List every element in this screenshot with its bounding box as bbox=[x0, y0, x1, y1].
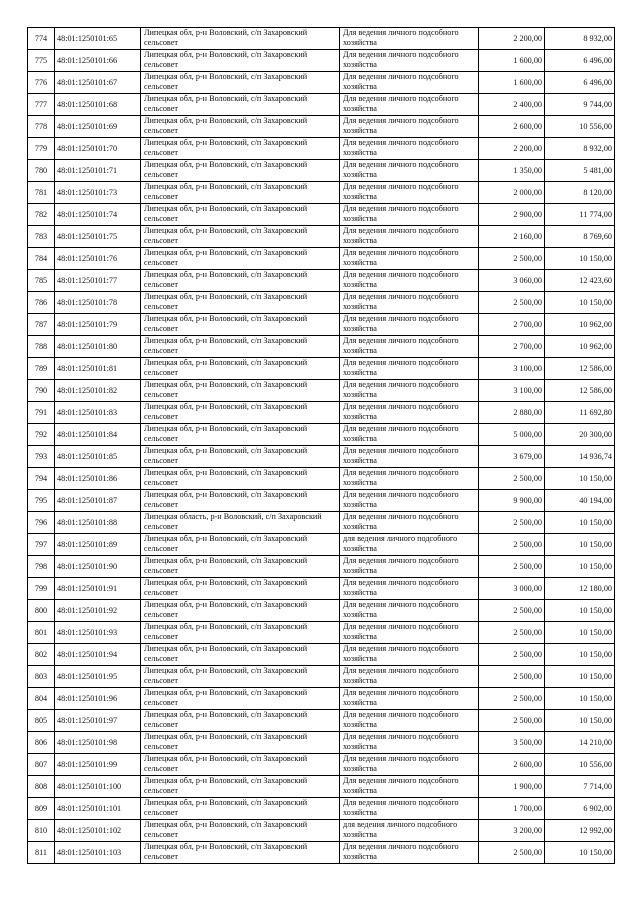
row-number-cell: 781 bbox=[28, 182, 55, 204]
address-cell: Липецкая обл, р-н Воловский, с/п Захаровский сельсовет bbox=[141, 578, 340, 600]
row-number-cell: 801 bbox=[28, 622, 55, 644]
cadastral-cost-cell: 6 496,00 bbox=[545, 50, 615, 72]
address-cell: Липецкая обл, р-н Воловский, с/п Захаровский сельсовет bbox=[141, 204, 340, 226]
area-cell: 2 600,00 bbox=[479, 116, 545, 138]
cadastral-cost-cell: 7 714,00 bbox=[545, 776, 615, 798]
address-cell: Липецкая обл, р-н Воловский, с/п Захаровский сельсовет bbox=[141, 446, 340, 468]
cadastral-cost-cell: 9 744,00 bbox=[545, 94, 615, 116]
cadastral-cost-cell: 8 120,00 bbox=[545, 182, 615, 204]
row-number-cell: 783 bbox=[28, 226, 55, 248]
permitted-use-cell: Для ведения личного подсобного хозяйства bbox=[340, 688, 479, 710]
permitted-use-cell: Для ведения личного подсобного хозяйства bbox=[340, 182, 479, 204]
area-cell: 2 400,00 bbox=[479, 94, 545, 116]
cadastral-number-cell: 48:01:1250101:71 bbox=[55, 160, 141, 182]
cadastral-cost-cell: 10 150,00 bbox=[545, 248, 615, 270]
permitted-use-cell: Для ведения личного подсобного хозяйства bbox=[340, 424, 479, 446]
table-row bbox=[28, 842, 615, 864]
area-cell: 2 900,00 bbox=[479, 204, 545, 226]
table-row bbox=[28, 50, 615, 72]
row-number-cell: 803 bbox=[28, 666, 55, 688]
cadastral-cost-cell: 8 932,00 bbox=[545, 138, 615, 160]
cadastral-number-cell: 48:01:1250101:67 bbox=[55, 72, 141, 94]
permitted-use-cell: Для ведения личного подсобного хозяйства bbox=[340, 314, 479, 336]
row-number-cell: 805 bbox=[28, 710, 55, 732]
area-cell: 2 500,00 bbox=[479, 556, 545, 578]
address-cell: Липецкая обл, р-н Воловский, с/п Захаровский сельсовет bbox=[141, 94, 340, 116]
row-number-cell: 799 bbox=[28, 578, 55, 600]
area-cell: 2 200,00 bbox=[479, 138, 545, 160]
cadastral-cost-cell: 8 769,60 bbox=[545, 226, 615, 248]
area-cell: 1 900,00 bbox=[479, 776, 545, 798]
cadastral-number-cell: 48:01:1250101:79 bbox=[55, 314, 141, 336]
permitted-use-cell: Для ведения личного подсобного хозяйства bbox=[340, 600, 479, 622]
table-row bbox=[28, 182, 615, 204]
area-cell: 2 500,00 bbox=[479, 644, 545, 666]
cadastral-cost-cell: 10 150,00 bbox=[545, 512, 615, 534]
cadastral-number-cell: 48:01:1250101:93 bbox=[55, 622, 141, 644]
row-number-cell: 809 bbox=[28, 798, 55, 820]
address-cell: Липецкая область, р-н Воловский, с/п Захаровский сельсовет bbox=[141, 512, 340, 534]
permitted-use-cell: Для ведения личного подсобного хозяйства bbox=[340, 50, 479, 72]
address-cell: Липецкая обл, р-н Воловский, с/п Захаровский сельсовет bbox=[141, 798, 340, 820]
permitted-use-cell: Для ведения личного подсобного хозяйства bbox=[340, 578, 479, 600]
cadastral-number-cell: 48:01:1250101:86 bbox=[55, 468, 141, 490]
table-row bbox=[28, 160, 615, 182]
table-row bbox=[28, 666, 615, 688]
permitted-use-cell: Для ведения личного подсобного хозяйства bbox=[340, 72, 479, 94]
cadastral-cost-cell: 12 180,00 bbox=[545, 578, 615, 600]
table-row bbox=[28, 204, 615, 226]
address-cell: Липецкая обл, р-н Воловский, с/п Захаровский сельсовет bbox=[141, 468, 340, 490]
row-number-cell: 778 bbox=[28, 116, 55, 138]
cadastral-cost-cell: 8 932,00 bbox=[545, 28, 615, 50]
address-cell: Липецкая обл, р-н Воловский, с/п Захаровский сельсовет bbox=[141, 644, 340, 666]
cadastral-number-cell: 48:01:1250101:90 bbox=[55, 556, 141, 578]
row-number-cell: 774 bbox=[28, 28, 55, 50]
permitted-use-cell: Для ведения личного подсобного хозяйства bbox=[340, 204, 479, 226]
permitted-use-cell: Для ведения личного подсобного хозяйства bbox=[340, 644, 479, 666]
cadastral-number-cell: 48:01:1250101:87 bbox=[55, 490, 141, 512]
cadastral-cost-cell: 10 150,00 bbox=[545, 666, 615, 688]
table-row bbox=[28, 512, 615, 534]
cadastral-number-cell: 48:01:1250101:92 bbox=[55, 600, 141, 622]
table-row bbox=[28, 446, 615, 468]
table-row bbox=[28, 138, 615, 160]
table-row bbox=[28, 380, 615, 402]
cadastral-number-cell: 48:01:1250101:91 bbox=[55, 578, 141, 600]
address-cell: Липецкая обл, р-н Воловский, с/п Захаровский сельсовет bbox=[141, 622, 340, 644]
row-number-cell: 798 bbox=[28, 556, 55, 578]
row-number-cell: 794 bbox=[28, 468, 55, 490]
table-row bbox=[28, 72, 615, 94]
table-row bbox=[28, 226, 615, 248]
row-number-cell: 787 bbox=[28, 314, 55, 336]
permitted-use-cell: Для ведения личного подсобного хозяйства bbox=[340, 490, 479, 512]
cadastral-cost-cell: 10 150,00 bbox=[545, 468, 615, 490]
area-cell: 2 500,00 bbox=[479, 292, 545, 314]
row-number-cell: 785 bbox=[28, 270, 55, 292]
area-cell: 2 500,00 bbox=[479, 842, 545, 864]
address-cell: Липецкая обл, р-н Воловский, с/п Захаровский сельсовет bbox=[141, 842, 340, 864]
cadastral-number-cell: 48:01:1250101:68 bbox=[55, 94, 141, 116]
area-cell: 2 500,00 bbox=[479, 710, 545, 732]
cadastral-cost-cell: 10 150,00 bbox=[545, 292, 615, 314]
cadastral-cost-cell: 20 300,00 bbox=[545, 424, 615, 446]
cadastral-cost-cell: 10 556,00 bbox=[545, 754, 615, 776]
address-cell: Липецкая обл, р-н Воловский, с/п Захаровский сельсовет bbox=[141, 270, 340, 292]
table-row bbox=[28, 754, 615, 776]
cadastral-cost-cell: 10 962,00 bbox=[545, 336, 615, 358]
cadastral-number-cell: 48:01:1250101:82 bbox=[55, 380, 141, 402]
table-row bbox=[28, 688, 615, 710]
cadastral-cost-cell: 14 936,74 bbox=[545, 446, 615, 468]
area-cell: 2 500,00 bbox=[479, 622, 545, 644]
address-cell: Липецкая обл, р-н Воловский, с/п Захаровский сельсовет bbox=[141, 380, 340, 402]
row-number-cell: 795 bbox=[28, 490, 55, 512]
area-cell: 2 200,00 bbox=[479, 28, 545, 50]
area-cell: 2 500,00 bbox=[479, 688, 545, 710]
row-number-cell: 782 bbox=[28, 204, 55, 226]
cadastral-number-cell: 48:01:1250101:96 bbox=[55, 688, 141, 710]
address-cell: Липецкая обл, р-н Воловский, с/п Захаровский сельсовет bbox=[141, 732, 340, 754]
permitted-use-cell: Для ведения личного подсобного хозяйства bbox=[340, 248, 479, 270]
row-number-cell: 796 bbox=[28, 512, 55, 534]
table-row bbox=[28, 248, 615, 270]
cadastral-number-cell: 48:01:1250101:83 bbox=[55, 402, 141, 424]
area-cell: 3 500,00 bbox=[479, 732, 545, 754]
cadastral-cost-cell: 40 194,00 bbox=[545, 490, 615, 512]
table-row bbox=[28, 820, 615, 842]
cadastral-cost-cell: 10 962,00 bbox=[545, 314, 615, 336]
address-cell: Липецкая обл, р-н Воловский, с/п Захаровский сельсовет bbox=[141, 72, 340, 94]
row-number-cell: 777 bbox=[28, 94, 55, 116]
permitted-use-cell: Для ведения личного подсобного хозяйства bbox=[340, 732, 479, 754]
row-number-cell: 784 bbox=[28, 248, 55, 270]
table-row bbox=[28, 358, 615, 380]
table-row bbox=[28, 336, 615, 358]
table-row bbox=[28, 28, 615, 50]
area-cell: 1 700,00 bbox=[479, 798, 545, 820]
area-cell: 2 500,00 bbox=[479, 512, 545, 534]
table-row bbox=[28, 710, 615, 732]
table-row bbox=[28, 490, 615, 512]
row-number-cell: 786 bbox=[28, 292, 55, 314]
address-cell: Липецкая обл, р-н Воловский, с/п Захаровский сельсовет bbox=[141, 754, 340, 776]
cadastral-cost-cell: 10 150,00 bbox=[545, 644, 615, 666]
table-row bbox=[28, 732, 615, 754]
row-number-cell: 806 bbox=[28, 732, 55, 754]
permitted-use-cell: Для ведения личного подсобного хозяйства bbox=[340, 358, 479, 380]
permitted-use-cell: Для ведения личного подсобного хозяйства bbox=[340, 798, 479, 820]
row-number-cell: 790 bbox=[28, 380, 55, 402]
cadastral-cost-cell: 11 692,80 bbox=[545, 402, 615, 424]
table-row bbox=[28, 622, 615, 644]
area-cell: 3 100,00 bbox=[479, 358, 545, 380]
address-cell: Липецкая обл, р-н Воловский, с/п Захаровский сельсовет bbox=[141, 688, 340, 710]
address-cell: Липецкая обл, р-н Воловский, с/п Захаровский сельсовет bbox=[141, 182, 340, 204]
row-number-cell: 779 bbox=[28, 138, 55, 160]
table-row bbox=[28, 116, 615, 138]
table-row bbox=[28, 468, 615, 490]
address-cell: Липецкая обл, р-н Воловский, с/п Захаровский сельсовет bbox=[141, 666, 340, 688]
area-cell: 3 100,00 bbox=[479, 380, 545, 402]
area-cell: 2 880,00 bbox=[479, 402, 545, 424]
area-cell: 1 600,00 bbox=[479, 72, 545, 94]
area-cell: 3 679,00 bbox=[479, 446, 545, 468]
permitted-use-cell: Для ведения личного подсобного хозяйства bbox=[340, 336, 479, 358]
cadastral-number-cell: 48:01:1250101:100 bbox=[55, 776, 141, 798]
permitted-use-cell: Для ведения личного подсобного хозяйства bbox=[340, 226, 479, 248]
address-cell: Липецкая обл, р-н Воловский, с/п Захаровский сельсовет bbox=[141, 336, 340, 358]
row-number-cell: 802 bbox=[28, 644, 55, 666]
permitted-use-cell: Для ведения личного подсобного хозяйства bbox=[340, 776, 479, 798]
area-cell: 2 500,00 bbox=[479, 600, 545, 622]
area-cell: 2 700,00 bbox=[479, 336, 545, 358]
table-row bbox=[28, 402, 615, 424]
area-cell: 2 160,00 bbox=[479, 226, 545, 248]
area-cell: 3 060,00 bbox=[479, 270, 545, 292]
row-number-cell: 804 bbox=[28, 688, 55, 710]
permitted-use-cell: Для ведения личного подсобного хозяйства bbox=[340, 468, 479, 490]
table-row bbox=[28, 314, 615, 336]
area-cell: 5 000,00 bbox=[479, 424, 545, 446]
permitted-use-cell: Для ведения личного подсобного хозяйства bbox=[340, 512, 479, 534]
table-row bbox=[28, 94, 615, 116]
document-page bbox=[27, 27, 614, 864]
area-cell: 2 600,00 bbox=[479, 754, 545, 776]
cadastral-number-cell: 48:01:1250101:76 bbox=[55, 248, 141, 270]
area-cell: 2 500,00 bbox=[479, 666, 545, 688]
permitted-use-cell: Для ведения личного подсобного хозяйства bbox=[340, 666, 479, 688]
row-number-cell: 789 bbox=[28, 358, 55, 380]
cadastral-number-cell: 48:01:1250101:65 bbox=[55, 28, 141, 50]
cadastral-number-cell: 48:01:1250101:84 bbox=[55, 424, 141, 446]
address-cell: Липецкая обл, р-н Воловский, с/п Захаровский сельсовет bbox=[141, 292, 340, 314]
cadastral-number-cell: 48:01:1250101:74 bbox=[55, 204, 141, 226]
cadastral-number-cell: 48:01:1250101:95 bbox=[55, 666, 141, 688]
address-cell: Липецкая обл, р-н Воловский, с/п Захаровский сельсовет bbox=[141, 820, 340, 842]
area-cell: 3 000,00 bbox=[479, 578, 545, 600]
area-cell: 2 500,00 bbox=[479, 534, 545, 556]
cadastral-cost-cell: 6 496,00 bbox=[545, 72, 615, 94]
cadastral-number-cell: 48:01:1250101:69 bbox=[55, 116, 141, 138]
cadastral-number-cell: 48:01:1250101:85 bbox=[55, 446, 141, 468]
address-cell: Липецкая обл, р-н Воловский, с/п Захаровский сельсовет bbox=[141, 358, 340, 380]
permitted-use-cell: Для ведения личного подсобного хозяйства bbox=[340, 710, 479, 732]
address-cell: Липецкая обл, р-н Воловский, с/п Захаровский сельсовет bbox=[141, 50, 340, 72]
row-number-cell: 810 bbox=[28, 820, 55, 842]
table-row bbox=[28, 534, 615, 556]
permitted-use-cell: Для ведения личного подсобного хозяйства bbox=[340, 138, 479, 160]
permitted-use-cell: Для ведения личного подсобного хозяйства bbox=[340, 292, 479, 314]
cadastral-number-cell: 48:01:1250101:94 bbox=[55, 644, 141, 666]
cadastral-cost-cell: 10 150,00 bbox=[545, 600, 615, 622]
area-cell: 9 900,00 bbox=[479, 490, 545, 512]
address-cell: Липецкая обл, р-н Воловский, с/п Захаровский сельсовет bbox=[141, 556, 340, 578]
address-cell: Липецкая обл, р-н Воловский, с/п Захаровский сельсовет bbox=[141, 490, 340, 512]
cadastral-cost-cell: 14 210,00 bbox=[545, 732, 615, 754]
row-number-cell: 775 bbox=[28, 50, 55, 72]
permitted-use-cell: Для ведения личного подсобного хозяйства bbox=[340, 556, 479, 578]
area-cell: 2 000,00 bbox=[479, 182, 545, 204]
permitted-use-cell: Для ведения личного подсобного хозяйства bbox=[340, 446, 479, 468]
row-number-cell: 788 bbox=[28, 336, 55, 358]
cadastral-cost-cell: 11 774,00 bbox=[545, 204, 615, 226]
address-cell: Липецкая обл, р-н Воловский, с/п Захаровский сельсовет bbox=[141, 710, 340, 732]
permitted-use-cell: Для ведения личного подсобного хозяйства bbox=[340, 270, 479, 292]
cadastral-cost-cell: 12 992,00 bbox=[545, 820, 615, 842]
cadastral-number-cell: 48:01:1250101:75 bbox=[55, 226, 141, 248]
cadastral-number-cell: 48:01:1250101:101 bbox=[55, 798, 141, 820]
area-cell: 1 600,00 bbox=[479, 50, 545, 72]
permitted-use-cell: Для ведения личного подсобного хозяйства bbox=[340, 160, 479, 182]
permitted-use-cell: Для ведения личного подсобного хозяйства bbox=[340, 842, 479, 864]
cadastral-number-cell: 48:01:1250101:99 bbox=[55, 754, 141, 776]
address-cell: Липецкая обл, р-н Воловский, с/п Захаровский сельсовет bbox=[141, 534, 340, 556]
row-number-cell: 791 bbox=[28, 402, 55, 424]
row-number-cell: 807 bbox=[28, 754, 55, 776]
permitted-use-cell: Для ведения личного подсобного хозяйства bbox=[340, 28, 479, 50]
table-row bbox=[28, 644, 615, 666]
cadastral-number-cell: 48:01:1250101:102 bbox=[55, 820, 141, 842]
table-row bbox=[28, 270, 615, 292]
cadastral-cost-cell: 5 481,00 bbox=[545, 160, 615, 182]
address-cell: Липецкая обл, р-н Воловский, с/п Захаровский сельсовет bbox=[141, 424, 340, 446]
row-number-cell: 808 bbox=[28, 776, 55, 798]
permitted-use-cell: Для ведения личного подсобного хозяйства bbox=[340, 380, 479, 402]
area-cell: 2 500,00 bbox=[479, 248, 545, 270]
address-cell: Липецкая обл, р-н Воловский, с/п Захаровский сельсовет bbox=[141, 160, 340, 182]
table-row bbox=[28, 578, 615, 600]
cadastral-cost-cell: 6 902,00 bbox=[545, 798, 615, 820]
permitted-use-cell: Для ведения личного подсобного хозяйства bbox=[340, 622, 479, 644]
table-row bbox=[28, 292, 615, 314]
cadastral-number-cell: 48:01:1250101:97 bbox=[55, 710, 141, 732]
table-row bbox=[28, 600, 615, 622]
row-number-cell: 776 bbox=[28, 72, 55, 94]
row-number-cell: 797 bbox=[28, 534, 55, 556]
row-number-cell: 780 bbox=[28, 160, 55, 182]
cadastral-number-cell: 48:01:1250101:73 bbox=[55, 182, 141, 204]
permitted-use-cell: Для ведения личного подсобного хозяйства bbox=[340, 402, 479, 424]
table-row bbox=[28, 776, 615, 798]
table-row bbox=[28, 798, 615, 820]
table-row bbox=[28, 556, 615, 578]
row-number-cell: 792 bbox=[28, 424, 55, 446]
cadastral-cost-cell: 10 150,00 bbox=[545, 688, 615, 710]
table-row bbox=[28, 424, 615, 446]
cadastral-cost-cell: 10 150,00 bbox=[545, 622, 615, 644]
cadastral-cost-cell: 12 423,60 bbox=[545, 270, 615, 292]
land-plots-table bbox=[27, 27, 615, 864]
cadastral-number-cell: 48:01:1250101:98 bbox=[55, 732, 141, 754]
area-cell: 3 200,00 bbox=[479, 820, 545, 842]
address-cell: Липецкая обл, р-н Воловский, с/п Захаровский сельсовет bbox=[141, 226, 340, 248]
address-cell: Липецкая обл, р-н Воловский, с/п Захаровский сельсовет bbox=[141, 600, 340, 622]
address-cell: Липецкая обл, р-н Воловский, с/п Захаровский сельсовет bbox=[141, 28, 340, 50]
cadastral-cost-cell: 10 150,00 bbox=[545, 842, 615, 864]
address-cell: Липецкая обл, р-н Воловский, с/п Захаровский сельсовет bbox=[141, 138, 340, 160]
row-number-cell: 793 bbox=[28, 446, 55, 468]
table-body bbox=[28, 28, 615, 864]
cadastral-number-cell: 48:01:1250101:89 bbox=[55, 534, 141, 556]
permitted-use-cell: Для ведения личного подсобного хозяйства bbox=[340, 754, 479, 776]
permitted-use-cell: Для ведения личного подсобного хозяйства bbox=[340, 94, 479, 116]
cadastral-cost-cell: 10 150,00 bbox=[545, 556, 615, 578]
cadastral-number-cell: 48:01:1250101:66 bbox=[55, 50, 141, 72]
area-cell: 2 500,00 bbox=[479, 468, 545, 490]
row-number-cell: 811 bbox=[28, 842, 55, 864]
cadastral-number-cell: 48:01:1250101:80 bbox=[55, 336, 141, 358]
address-cell: Липецкая обл, р-н Воловский, с/п Захаровский сельсовет bbox=[141, 776, 340, 798]
row-number-cell: 800 bbox=[28, 600, 55, 622]
cadastral-number-cell: 48:01:1250101:78 bbox=[55, 292, 141, 314]
permitted-use-cell: для ведения личного подсобного хозяйства bbox=[340, 534, 479, 556]
cadastral-number-cell: 48:01:1250101:81 bbox=[55, 358, 141, 380]
cadastral-cost-cell: 10 150,00 bbox=[545, 534, 615, 556]
cadastral-number-cell: 48:01:1250101:103 bbox=[55, 842, 141, 864]
address-cell: Липецкая обл, р-н Воловский, с/п Захаровский сельсовет bbox=[141, 314, 340, 336]
cadastral-number-cell: 48:01:1250101:70 bbox=[55, 138, 141, 160]
permitted-use-cell: для ведения личного подсобного хозяйства bbox=[340, 820, 479, 842]
cadastral-cost-cell: 12 586,00 bbox=[545, 358, 615, 380]
cadastral-number-cell: 48:01:1250101:77 bbox=[55, 270, 141, 292]
address-cell: Липецкая обл, р-н Воловский, с/п Захаровский сельсовет bbox=[141, 248, 340, 270]
area-cell: 2 700,00 bbox=[479, 314, 545, 336]
address-cell: Липецкая обл, р-н Воловский, с/п Захаровский сельсовет bbox=[141, 116, 340, 138]
area-cell: 1 350,00 bbox=[479, 160, 545, 182]
cadastral-number-cell: 48:01:1250101:88 bbox=[55, 512, 141, 534]
permitted-use-cell: Для ведения личного подсобного хозяйства bbox=[340, 116, 479, 138]
cadastral-cost-cell: 12 586,00 bbox=[545, 380, 615, 402]
cadastral-cost-cell: 10 150,00 bbox=[545, 710, 615, 732]
cadastral-cost-cell: 10 556,00 bbox=[545, 116, 615, 138]
address-cell: Липецкая обл, р-н Воловский, с/п Захаровский сельсовет bbox=[141, 402, 340, 424]
